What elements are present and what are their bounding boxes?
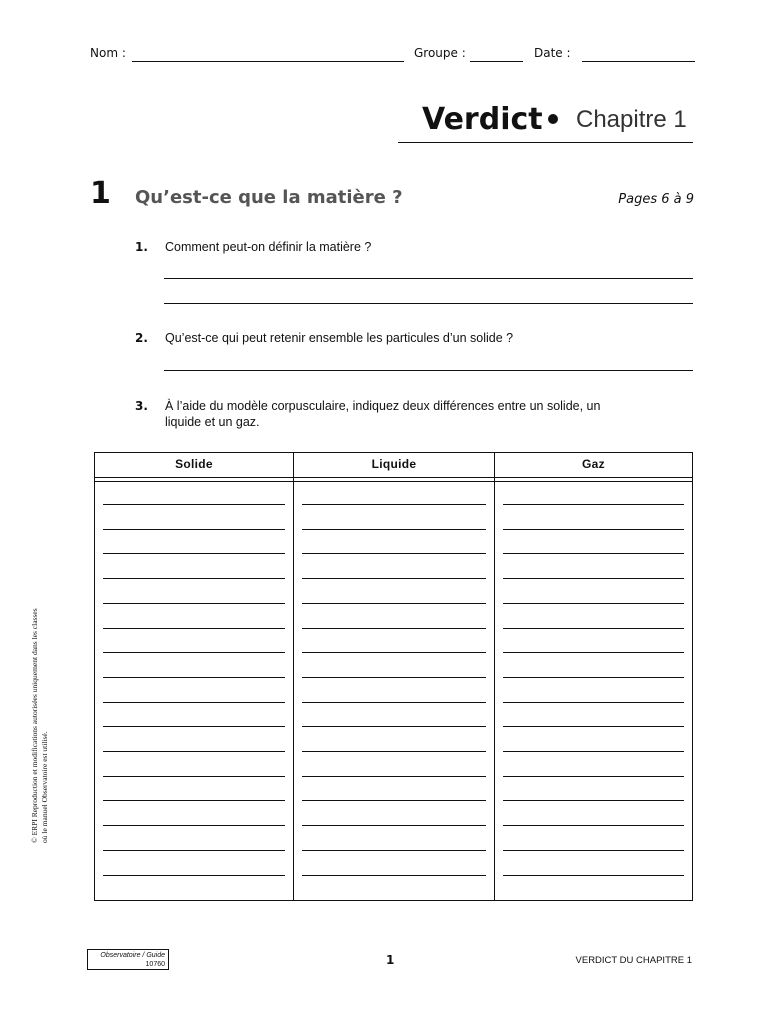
writing-line[interactable] (302, 553, 486, 554)
writing-line[interactable] (103, 652, 285, 653)
bullet-icon (548, 114, 558, 124)
writing-line[interactable] (103, 628, 285, 629)
column-liquide (294, 453, 494, 900)
question-1-text: Comment peut-on définir la matière ? (165, 240, 372, 254)
writing-line[interactable] (103, 875, 285, 876)
writing-line[interactable] (503, 603, 684, 604)
footer-chapter: VERDICT DU CHAPITRE 1 (575, 955, 692, 966)
writing-line[interactable] (302, 504, 486, 505)
writing-line[interactable] (103, 800, 285, 801)
writing-line[interactable] (103, 603, 285, 604)
writing-line[interactable] (103, 850, 285, 851)
chapter-title (398, 100, 693, 143)
writing-line[interactable] (503, 578, 684, 579)
date-field[interactable] (582, 61, 695, 62)
writing-line[interactable] (103, 529, 285, 530)
writing-line[interactable] (103, 553, 285, 554)
writing-line[interactable] (302, 776, 486, 777)
writing-line[interactable] (503, 677, 684, 678)
answer-2-line-1[interactable] (164, 370, 693, 371)
answer-1-line-1[interactable] (164, 278, 693, 279)
writing-line[interactable] (103, 776, 285, 777)
writing-line[interactable] (302, 578, 486, 579)
section-pages: Pages 6 à 9 (618, 192, 694, 207)
writing-line[interactable] (302, 677, 486, 678)
writing-line[interactable] (503, 529, 684, 530)
writing-line[interactable] (302, 850, 486, 851)
writing-line[interactable] (302, 652, 486, 653)
writing-line[interactable] (503, 702, 684, 703)
writing-line[interactable] (302, 603, 486, 604)
group-label: Groupe : (414, 46, 466, 60)
question-1-number: 1. (135, 240, 148, 254)
footer-book: Observatoire / Guide (100, 952, 165, 959)
question-2-number: 2. (135, 331, 148, 345)
column-solide (95, 453, 293, 900)
writing-line[interactable] (302, 726, 486, 727)
writing-line[interactable] (302, 751, 486, 752)
writing-line[interactable] (503, 751, 684, 752)
writing-line[interactable] (503, 553, 684, 554)
writing-line[interactable] (302, 529, 486, 530)
writing-line[interactable] (103, 677, 285, 678)
writing-line[interactable] (503, 504, 684, 505)
writing-line[interactable] (302, 800, 486, 801)
writing-line[interactable] (302, 628, 486, 629)
header-gaz: Gaz (582, 457, 605, 471)
writing-line[interactable] (503, 800, 684, 801)
writing-line[interactable] (103, 578, 285, 579)
chapter-label: Chapitre 1 (576, 106, 687, 133)
date-label: Date : (534, 46, 571, 60)
writing-line[interactable] (103, 702, 285, 703)
group-field[interactable] (470, 61, 523, 62)
writing-line[interactable] (103, 504, 285, 505)
writing-line[interactable] (302, 825, 486, 826)
writing-line[interactable] (503, 628, 684, 629)
column-gaz (495, 453, 692, 900)
name-label: Nom : (90, 46, 126, 60)
header-liquide: Liquide (371, 457, 417, 471)
copyright-note: © ERPI Reproduction et modifications autorisées uniquement dans les classes où le manuel Observatoire est utilisé. (30, 608, 49, 843)
header-solide: Solide (175, 457, 213, 471)
section-title: Qu’est-ce que la matière ? (135, 187, 403, 208)
answer-1-line-2[interactable] (164, 303, 693, 304)
writing-line[interactable] (503, 776, 684, 777)
footer-book-box (87, 949, 169, 970)
writing-line[interactable] (103, 825, 285, 826)
section-number: 1 (90, 176, 111, 211)
writing-line[interactable] (503, 850, 684, 851)
page-number: 1 (386, 953, 395, 967)
footer-code: 10760 (145, 961, 165, 968)
writing-line[interactable] (503, 726, 684, 727)
writing-line[interactable] (302, 875, 486, 876)
answer-table (94, 452, 693, 901)
writing-line[interactable] (103, 726, 285, 727)
name-field[interactable] (132, 61, 404, 62)
writing-line[interactable] (503, 825, 684, 826)
question-3-number: 3. (135, 399, 148, 413)
writing-line[interactable] (503, 875, 684, 876)
writing-line[interactable] (103, 751, 285, 752)
verdict-title: Verdict (422, 102, 543, 137)
question-2-text: Qu’est-ce qui peut retenir ensemble les particules d’un solide ? (165, 331, 514, 345)
question-3-text: À l’aide du modèle corpusculaire, indiquez deux différences entre un solide, un liquide et un gaz. (165, 399, 601, 429)
writing-line[interactable] (302, 702, 486, 703)
writing-line[interactable] (503, 652, 684, 653)
